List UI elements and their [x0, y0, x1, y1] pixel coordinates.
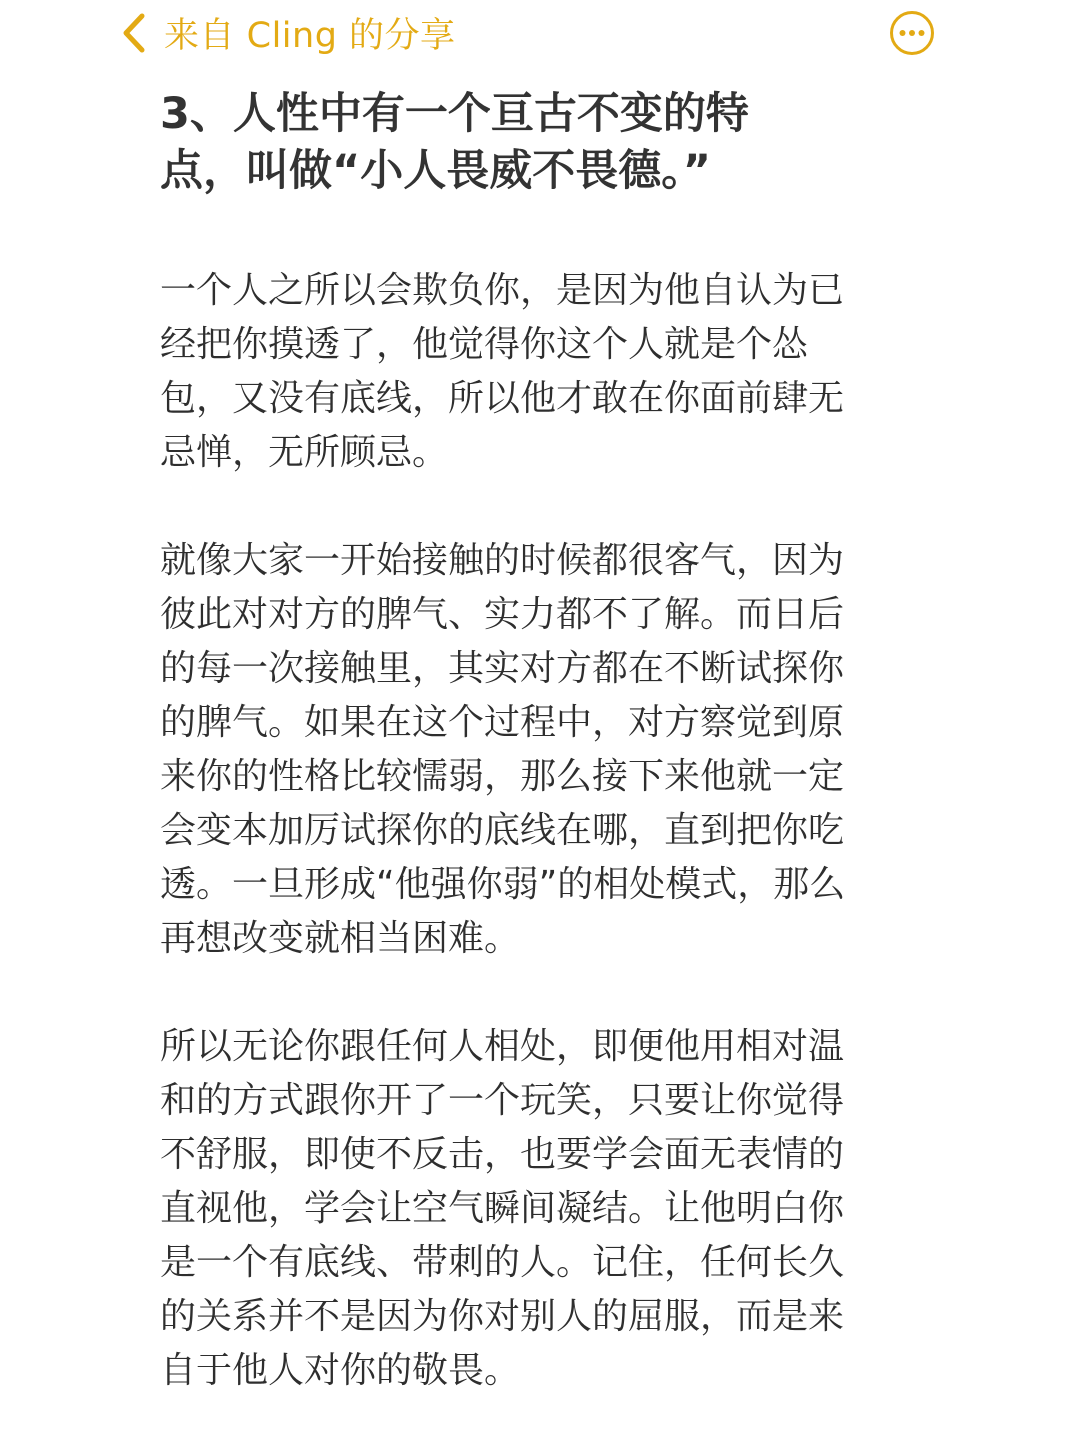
article-title [160, 86, 920, 200]
text-line: 一个人之所以会欺负你，是因为他自认为已 [160, 270, 845, 311]
text-line: 忌惮，无所顾忌。 [160, 432, 449, 473]
text-line: 会变本加厉试探你的底线在哪，直到把你吃 [160, 810, 845, 851]
text-line: 就像大家一开始接触的时候都很客气，因为 [160, 540, 845, 581]
text-line: 来你的性格比较懦弱，那么接下来他就一定 [160, 756, 845, 797]
text-line: 和的方式跟你开了一个玩笑，只要让你觉得 [160, 1080, 845, 1121]
text-line: 直视他，学会让空气瞬间凝结。让他明白你 [160, 1188, 845, 1229]
text-line: 透。一旦形成“他强你弱”的相处模式，那么 [160, 864, 846, 905]
back-button[interactable] [118, 8, 456, 58]
more-options-button[interactable] [889, 10, 935, 56]
text-line: 再想改变就相当困难。 [160, 918, 521, 959]
paragraph-1 [160, 264, 920, 480]
chevron-left-icon [118, 11, 150, 55]
text-line: 的每一次接触里，其实对方都在不断试探你 [160, 648, 845, 689]
top-navigation-bar [0, 0, 1080, 66]
back-button-label: 来自 Cling 的分享 [164, 16, 456, 56]
title-line: 3、人性中有一个亘古不变的特 [160, 89, 749, 139]
more-horizontal-circle-icon [889, 10, 935, 56]
text-line: 彼此对对方的脾气、实力都不了解。而日后 [160, 594, 845, 635]
text-line: 的脾气。如果在这个过程中，对方察觉到原 [160, 702, 845, 743]
title-line: 点，叫做“小人畏威不畏德。” [160, 146, 712, 196]
text-line: 不舒服，即使不反击，也要学会面无表情的 [160, 1134, 845, 1175]
text-line: 包，又没有底线，所以他才敢在你面前肆无 [160, 378, 845, 419]
text-line: 所以无论你跟任何人相处，即便他用相对温 [160, 1026, 845, 1067]
paragraph-2 [160, 534, 920, 966]
text-line: 自于他人对你的敬畏。 [160, 1350, 521, 1391]
note-content [160, 86, 920, 1398]
text-line: 的关系并不是因为你对别人的屈服，而是来 [160, 1296, 845, 1337]
paragraph-3 [160, 1020, 920, 1398]
text-line: 是一个有底线、带刺的人。记住，任何长久 [160, 1242, 845, 1283]
text-line: 经把你摸透了，他觉得你这个人就是个怂 [160, 324, 809, 365]
